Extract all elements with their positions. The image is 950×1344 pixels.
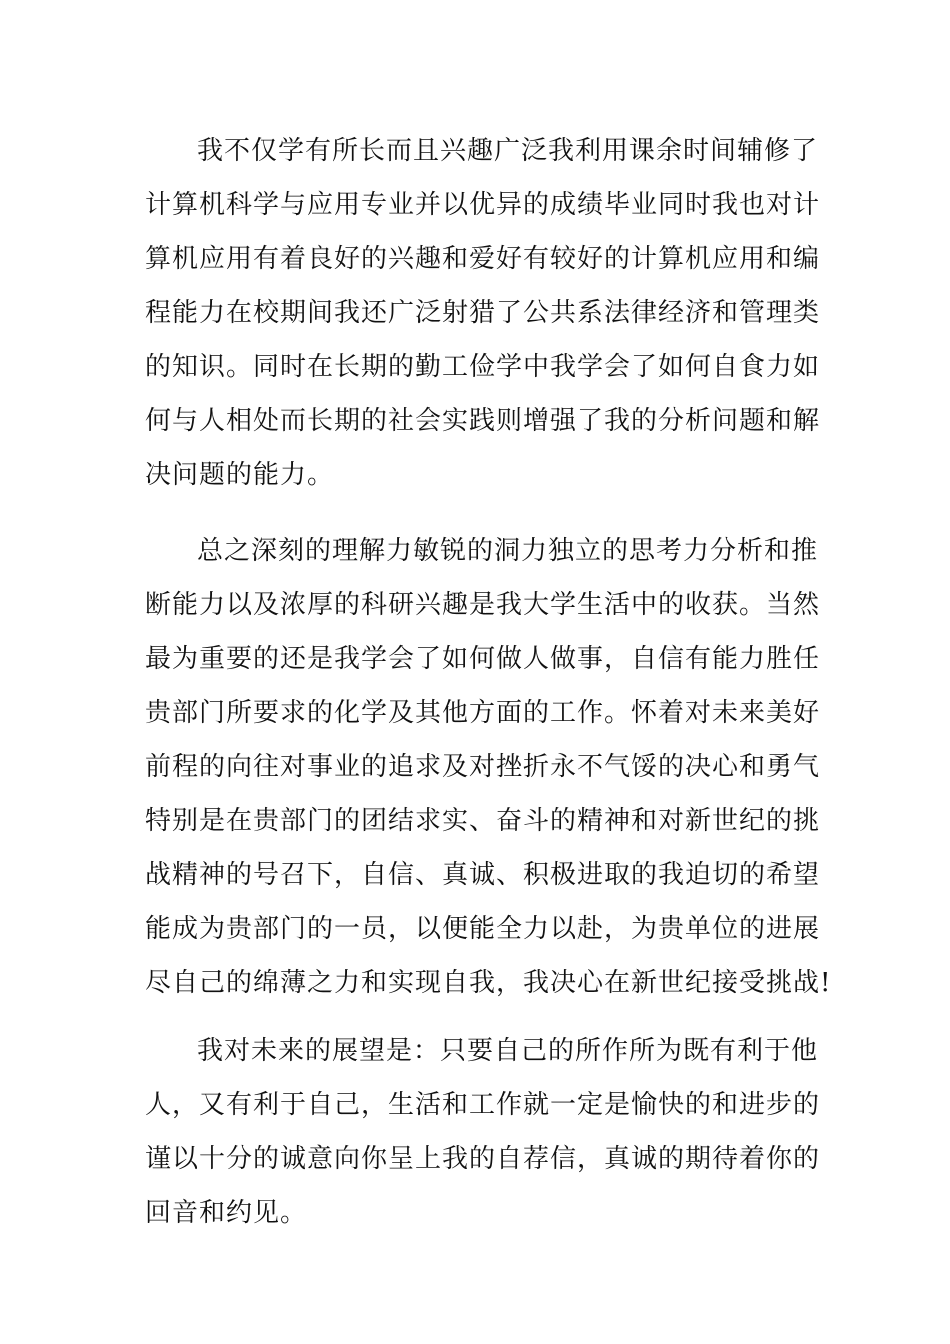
paragraph-line: 前程的向往对事业的追求及对挫折永不气馁的决心和勇气 bbox=[145, 752, 821, 782]
paragraph-line: 计算机科学与应用专业并以优异的成绩毕业同时我也对计 bbox=[145, 190, 821, 220]
paragraph-line: 人，又有利于自己，生活和工作就一定是愉快的和进步的 bbox=[145, 1090, 821, 1120]
paragraph-line: 尽自己的绵薄之力和实现自我，我决心在新世纪接受挑战! bbox=[145, 968, 832, 998]
paragraph-line: 能成为贵部门的一员，以便能全力以赴，为贵单位的进展 bbox=[145, 914, 821, 944]
paragraph-line: 贵部门所要求的化学及其他方面的工作。怀着对未来美好 bbox=[145, 698, 821, 728]
paragraph-line: 总之深刻的理解力敏锐的洞力独立的思考力分析和推 bbox=[197, 536, 819, 566]
paragraph-line: 最为重要的还是我学会了如何做人做事，自信有能力胜任 bbox=[145, 644, 821, 674]
paragraph-skills bbox=[145, 124, 821, 502]
paragraph-summary bbox=[145, 524, 832, 1010]
paragraph-outlook bbox=[145, 1024, 821, 1240]
paragraph-line: 断能力以及浓厚的科研兴趣是我大学生活中的收获。当然 bbox=[145, 590, 821, 620]
paragraph-line: 特别是在贵部门的团结求实、奋斗的精神和对新世纪的挑 bbox=[145, 806, 821, 836]
paragraph-line: 我不仅学有所长而且兴趣广泛我利用课余时间辅修了 bbox=[197, 136, 819, 166]
paragraph-line: 谨以十分的诚意向你呈上我的自荐信，真诚的期待着你的 bbox=[145, 1144, 821, 1174]
paragraph-line: 决问题的能力。 bbox=[145, 460, 335, 490]
paragraph-line: 我对未来的展望是：只要自己的所作所为既有利于他 bbox=[197, 1036, 819, 1066]
paragraph-line: 程能力在校期间我还广泛射猎了公共系法律经济和管理类 bbox=[145, 298, 821, 328]
paragraph-line: 回音和约见。 bbox=[145, 1198, 308, 1228]
paragraph-line: 何与人相处而长期的社会实践则增强了我的分析问题和解 bbox=[145, 406, 821, 436]
paragraph-line: 的知识。同时在长期的勤工俭学中我学会了如何自食力如 bbox=[145, 352, 821, 382]
paragraph-line: 战精神的号召下，自信、真诚、积极进取的我迫切的希望 bbox=[145, 860, 821, 890]
paragraph-line: 算机应用有着良好的兴趣和爱好有较好的计算机应用和编 bbox=[145, 244, 821, 274]
